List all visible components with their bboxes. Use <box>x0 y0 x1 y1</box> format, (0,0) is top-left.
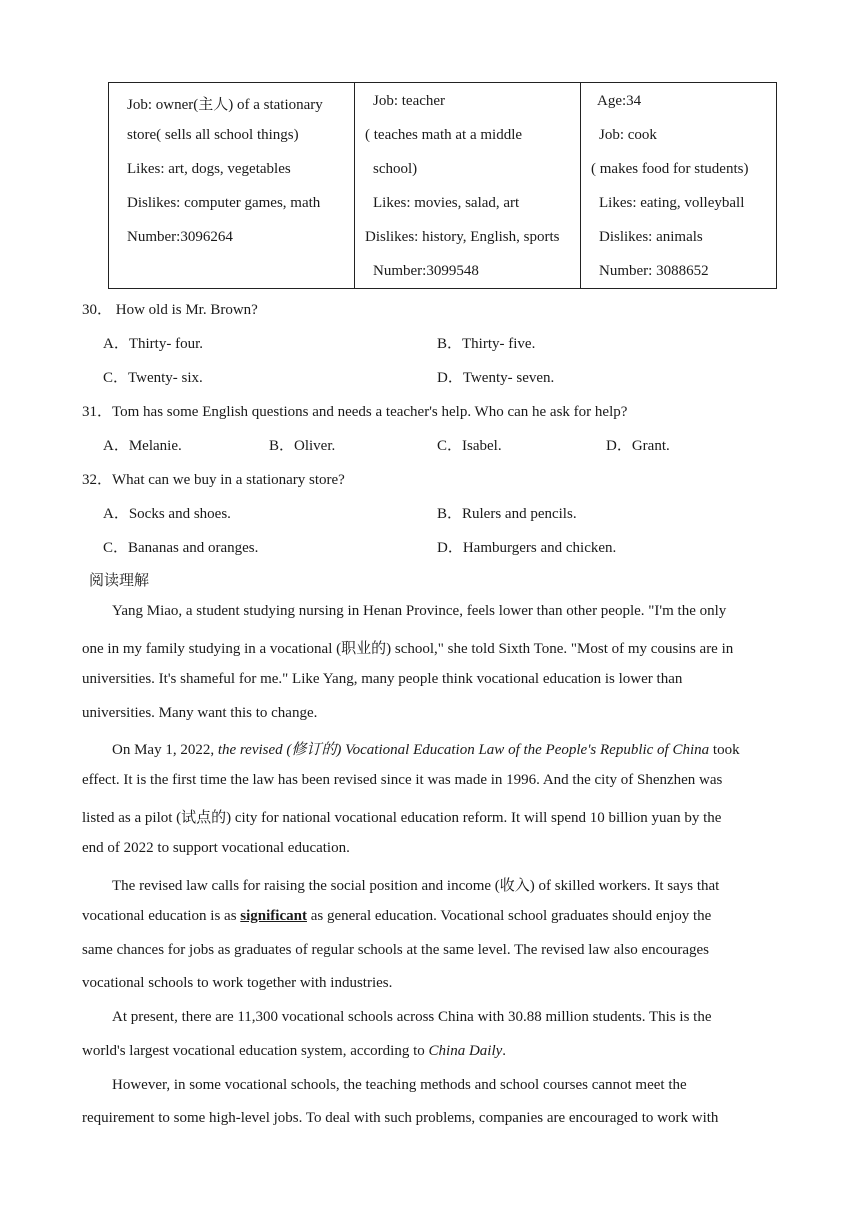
source-name: China Daily <box>428 1043 503 1059</box>
question-stem: 30． How old is Mr. Brown? <box>82 302 258 318</box>
highlighted-word: significant <box>240 908 307 924</box>
table-cell: Dislikes: animals <box>599 229 703 245</box>
table-cell: school) <box>373 161 418 177</box>
option-d: D．Hamburgers and chicken. <box>437 540 617 556</box>
passage-line: end of 2022 to support vocational education. <box>82 840 350 856</box>
table-cell: Dislikes: computer games, math <box>127 195 321 211</box>
passage-line <box>82 1043 506 1060</box>
passage-line: vocational schools to work together with industries. <box>82 975 393 991</box>
table-cell: Likes: movies, salad, art <box>373 195 520 211</box>
table-cell: Job: teacher <box>373 93 446 109</box>
table-cell: Age:34 <box>597 93 642 109</box>
passage-text: took <box>709 742 740 758</box>
passage-line: universities. It's shameful for me." Like Yang, many people think vocational education is lower than <box>82 671 683 687</box>
passage-line: universities. Many want this to change. <box>82 705 318 721</box>
table-divider <box>580 83 581 288</box>
option-d: D．Twenty- seven. <box>437 370 555 386</box>
option-b: B．Oliver. <box>269 438 336 454</box>
passage-text: . <box>502 1043 507 1059</box>
passage-line: At present, there are 11,300 vocational schools across China with 30.88 million students. This is the <box>112 1009 712 1025</box>
table-cell: Likes: eating, volleyball <box>599 195 745 211</box>
table-cell: Job: cook <box>599 127 657 143</box>
option-b: B．Rulers and pencils. <box>437 506 577 522</box>
question-stem: 32．What can we buy in a stationary store? <box>82 472 345 488</box>
table-divider <box>354 83 355 288</box>
passage-line: However, in some vocational schools, the teaching methods and school courses cannot meet the <box>112 1077 687 1093</box>
option-c: C．Isabel. <box>437 438 502 454</box>
passage-line: The revised law calls for raising the social position and income (收入) of skilled workers. It says that <box>112 878 720 894</box>
passage-text: vocational education is as <box>82 908 241 924</box>
table-cell: Number:3099548 <box>373 263 479 279</box>
option-d: D．Grant. <box>606 438 670 454</box>
table-cell: Dislikes: history, English, sports <box>365 229 560 245</box>
section-title: 阅读理解 <box>89 573 150 589</box>
info-table <box>108 82 777 289</box>
passage-line: same chances for jobs as graduates of regular schools at the same level. The revised law also encourages <box>82 942 709 958</box>
passage-text: as general education. Vocational school graduates should enjoy the <box>306 908 712 924</box>
passage-line <box>82 908 711 925</box>
table-cell: store( sells all school things) <box>127 127 299 143</box>
passage-line: listed as a pilot (试点的) city for national vocational education reform. It will spend 10 billion yuan by the <box>82 810 722 826</box>
law-title: the revised (修订的) Vocational Education Law of the People's Republic of China <box>217 742 710 758</box>
option-a: A．Melanie. <box>103 438 182 454</box>
passage-text: On May 1, 2022, <box>112 742 218 758</box>
passage-line: Yang Miao, a student studying nursing in Henan Province, feels lower than other people. "I'm the only <box>112 603 727 619</box>
table-cell: Likes: art, dogs, vegetables <box>127 161 291 177</box>
passage-line <box>112 738 740 759</box>
passage-text: world's largest vocational education system, according to <box>82 1043 429 1059</box>
table-cell: Number: 3088652 <box>599 263 709 279</box>
table-cell: ( makes food for students) <box>591 161 749 177</box>
option-a: A．Socks and shoes. <box>103 506 231 522</box>
passage-line: one in my family studying in a vocational (职业的) school," she told Sixth Tone. "Most of my cousins are in <box>82 641 734 657</box>
option-c: C．Bananas and oranges. <box>103 540 259 556</box>
option-b: B．Thirty- five. <box>437 336 536 352</box>
table-cell: Job: owner(主人) of a stationary <box>127 97 323 113</box>
question-stem: 31．Tom has some English questions and needs a teacher's help. Who can he ask for help? <box>82 404 628 420</box>
option-c: C．Twenty- six. <box>103 370 203 386</box>
table-cell: Number:3096264 <box>127 229 233 245</box>
table-cell: ( teaches math at a middle <box>365 127 523 143</box>
passage-line: effect. It is the first time the law has been revised since it was made in 1996. And the city of Shenzhen was <box>82 772 723 788</box>
option-a: A．Thirty- four. <box>103 336 203 352</box>
passage-line: requirement to some high-level jobs. To deal with such problems, companies are encouraged to work with <box>82 1110 719 1126</box>
